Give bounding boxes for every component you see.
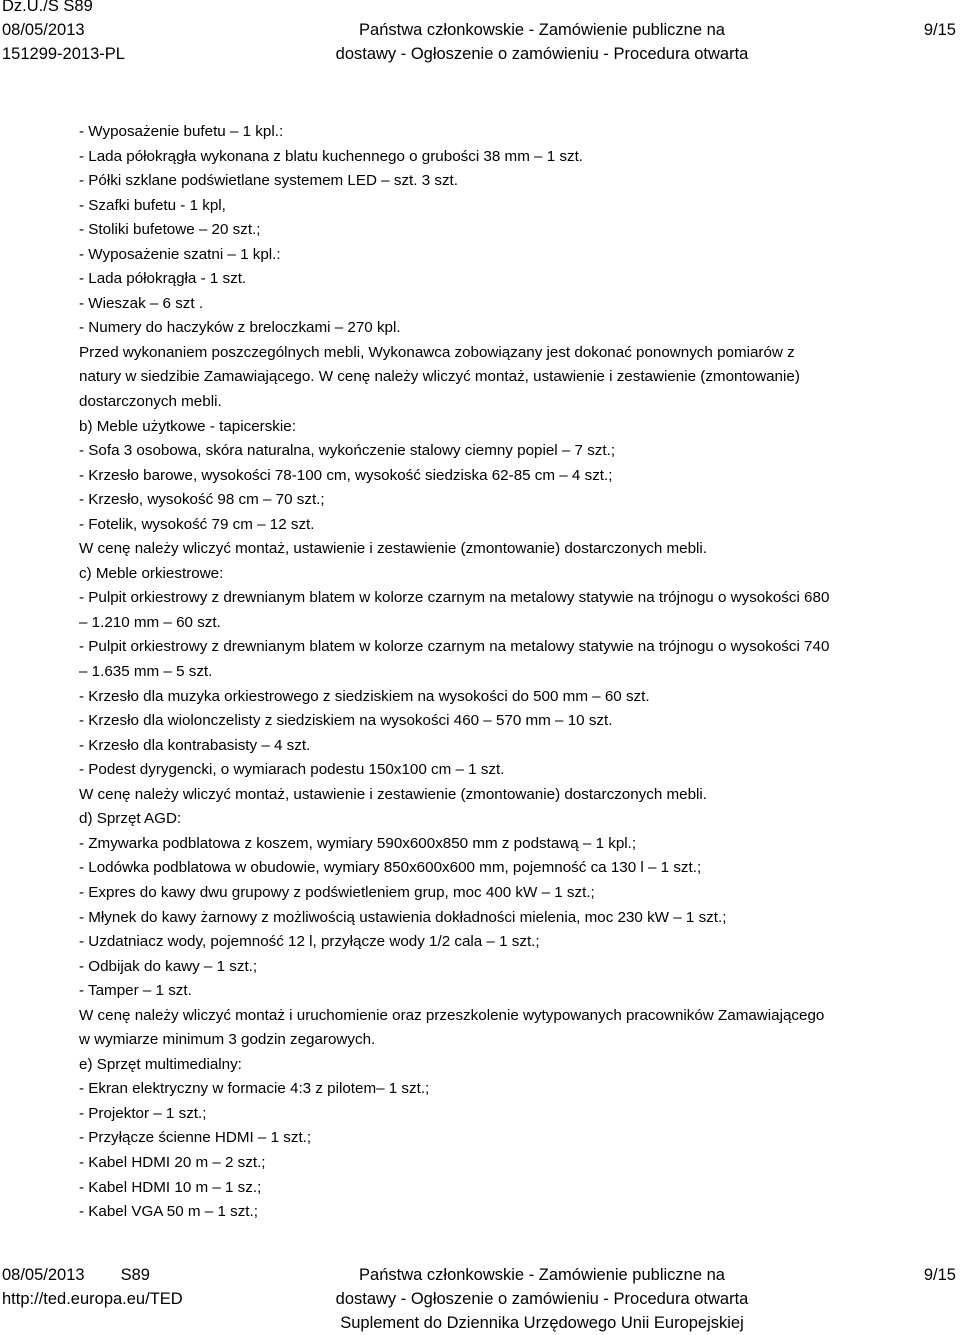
header-page-number: 9/15 (923, 21, 956, 39)
text-line: - Tamper – 1 szt. (79, 982, 192, 1000)
text-line: dostarczonych mebli. (79, 393, 222, 411)
text-line: c) Meble orkiestrowe: (79, 564, 224, 582)
text-line: - Stoliki bufetowe – 20 szt.; (79, 221, 261, 239)
text-line: - Wyposażenie bufetu – 1 kpl.: (79, 123, 284, 140)
text-line: - Półki szklane podświetlane systemem LED – szt. 3 szt. (79, 172, 458, 190)
text-line: natury w siedzibie Zamawiającego. W cenę należy wliczyć montaż, ustawienie i zestawienie (zmontowanie) (79, 368, 800, 386)
text-line: – 1.210 mm – 60 szt. (79, 613, 221, 631)
text-line: - Krzesło, wysokość 98 cm – 70 szt.; (79, 491, 325, 509)
text-line: W cenę należy wliczyć montaż, ustawienie i zestawienie (zmontowanie) dostarczonych mebli. (79, 785, 708, 803)
text-line: - Krzesło dla kontrabasisty – 4 szt. (79, 736, 311, 754)
text-line: - Wyposażenie szatni – 1 kpl.: (79, 245, 281, 263)
text-line: - Krzesło barowe, wysokości 78-100 cm, wysokość siedziska 62-85 cm – 4 szt.; (79, 466, 613, 484)
text-line: - Odbijak do kawy – 1 szt.; (79, 957, 258, 975)
text-line: - Lada półokrągła - 1 szt. (79, 270, 247, 288)
text-line: - Pulpit orkiestrowy z drewnianym blatem w kolorze czarnym na metalowy statywie na trójnogu o wysokości 740 (79, 638, 830, 656)
text-line: - Podest dyrygencki, o wymiarach podestu 150x100 cm – 1 szt. (79, 761, 505, 779)
text-line: d) Sprzęt AGD: (79, 810, 182, 828)
footer-url[interactable]: http://ted.europa.eu/TED (2, 1290, 183, 1308)
text-line: - Projektor – 1 szt.; (79, 1104, 207, 1122)
text-line: - Fotelik, wysokość 79 cm – 12 szt. (79, 515, 315, 533)
header-title-line2: dostawy - Ogłoszenie o zamówieniu - Procedura otwarta (335, 45, 749, 63)
text-line: e) Sprzęt multimedialny: (79, 1055, 242, 1073)
text-line: - Wieszak – 6 szt . (79, 294, 204, 312)
text-line: W cenę należy wliczyć montaż, ustawienie i zestawienie (zmontowanie) dostarczonych mebli. (79, 540, 708, 558)
footer-title-line1: Państwa członkowskie - Zamówienie publiczne na (359, 1266, 725, 1284)
text-line: - Kabel VGA 50 m – 1 szt.; (79, 1203, 258, 1221)
text-line: Przed wykonaniem poszczególnych mebli, Wykonawca zobowiązany jest dokonać ponownych pomiarów z (79, 343, 795, 361)
text-line: – 1.635 mm – 5 szt. (79, 663, 213, 681)
text-line: - Ekran elektryczny w formacie 4:3 z pilotem– 1 szt.; (79, 1080, 430, 1098)
text-line: - Szafki bufetu - 1 kpl, (79, 196, 226, 214)
footer-date: 08/05/2013 (2, 1266, 85, 1284)
journal-reference: Dz.U./S S89 (2, 0, 93, 15)
text-line: - Lodówka podblatowa w obudowie, wymiary 850x600x600 mm, pojemność ca 130 l – 1 szt.; (79, 859, 702, 877)
footer-date-code (2, 1263, 150, 1287)
text-line: W cenę należy wliczyć montaż i uruchomienie oraz przeszkolenie wytypowanych pracowników Zamawiającego (79, 1006, 825, 1024)
notice-id: 151299-2013-PL (2, 45, 125, 63)
text-line: - Krzesło dla wiolonczelisty z siedziskiem na wysokości 460 – 570 mm – 10 szt. (79, 712, 613, 730)
text-line: - Numery do haczyków z breloczkami – 270 kpl. (79, 319, 401, 337)
document-body (79, 120, 957, 1225)
text-line: - Sofa 3 osobowa, skóra naturalna, wykończenie stalowy ciemny popiel – 7 szt.; (79, 442, 616, 460)
text-line: - Lada półokrągła wykonana z blatu kuchennego o grubości 38 mm – 1 szt. (79, 147, 584, 165)
text-line: - Młynek do kawy żarnowy z możliwością ustawienia dokładności mielenia, moc 230 kW – 1 szt.; (79, 908, 727, 926)
text-line: b) Meble użytkowe - tapicerskie: (79, 417, 296, 435)
footer-code: S89 (120, 1266, 150, 1284)
text-line: w wymiarze minimum 3 godzin zegarowych. (79, 1031, 376, 1049)
text-line: - Expres do kawy dwu grupowy z podświetleniem grup, moc 400 kW – 1 szt.; (79, 883, 595, 901)
text-line: - Kabel HDMI 10 m – 1 sz.; (79, 1178, 262, 1196)
text-line: - Kabel HDMI 20 m – 2 szt.; (79, 1153, 266, 1171)
text-line: - Uzdatniacz wody, pojemność 12 l, przyłącze wody 1/2 cala – 1 szt.; (79, 933, 540, 951)
header-date: 08/05/2013 (2, 21, 85, 39)
text-line: - Przyłącze ścienne HDMI – 1 szt.; (79, 1129, 312, 1147)
text-line: - Zmywarka podblatowa z koszem, wymiary 590x600x850 mm z podstawą – 1 kpl.; (79, 834, 637, 852)
footer-page-number: 9/15 (923, 1266, 956, 1284)
footer-title-line2: dostawy - Ogłoszenie o zamówieniu - Procedura otwarta (335, 1290, 749, 1308)
text-line: - Pulpit orkiestrowy z drewnianym blatem w kolorze czarnym na metalowy statywie na trójnogu o wysokości 680 (79, 589, 830, 607)
text-line: - Krzesło dla muzyka orkiestrowego z siedziskiem na wysokości do 500 mm – 60 szt. (79, 687, 650, 705)
footer-title-line3: Suplement do Dziennika Urzędowego Unii Europejskiej (340, 1314, 744, 1332)
header-title-line1: Państwa członkowskie - Zamówienie publiczne na (359, 21, 725, 39)
